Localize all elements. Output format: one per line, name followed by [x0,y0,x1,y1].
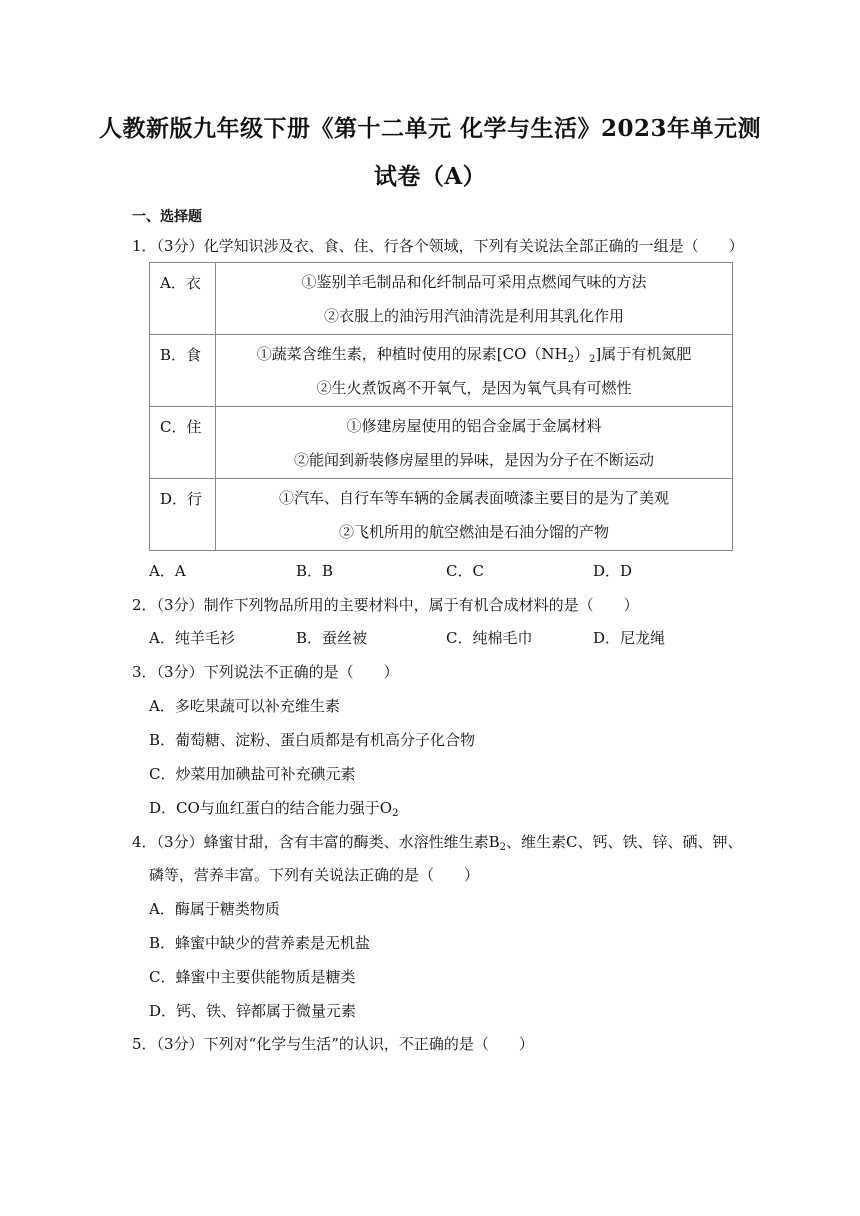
question-4-stem [132,831,742,853]
statement-2: ②能闻到新装修房屋里的异味，是因为分子在不断运动 [293,451,654,469]
q2-option-c[interactable]: C．纯棉毛巾 [446,629,533,647]
table-row [150,479,733,551]
page-title-line2: 试卷（A） [373,163,487,190]
section-heading: 一、选择题 [132,209,202,225]
row-label: A．衣 [150,263,216,335]
statement-2: ②飞机所用的航空燃油是石油分馏的产物 [338,523,609,541]
statement-text: ①蔬菜含维生素，种植时使用的尿素[CO（NH [256,345,568,363]
question-1-stem: 1．（3分）化学知识涉及衣、食、住、行各个领域，下列有关说法全部正确的一组是（ ） [132,237,744,255]
question-4-stem-line2: 磷等，营养丰富。下列有关说法正确的是（ ） [149,866,480,884]
q3-option-d[interactable] [149,797,398,819]
subscript: 2 [589,354,596,365]
statement-text: ） [573,345,589,363]
q3-option-c[interactable]: C．炒菜用加碘盐可补充碘元素 [149,765,356,783]
statement-1: ①汽车、自行车等车辆的金属表面喷漆主要目的是为了美观 [278,489,669,507]
q1-option-a[interactable]: A．A [149,562,186,580]
question-5-stem: 5．（3分）下列对“化学与生活”的认识，不正确的是（ ） [132,1035,534,1053]
q4-option-b[interactable]: B．蜂蜜中缺少的营养素是无机盐 [149,934,371,952]
question-2-stem: 2．（3分）制作下列物品所用的主要材料中，属于有机合成材料的是（ ） [132,596,639,614]
q3-option-b[interactable]: B．葡萄糖、淀粉、蛋白质都是有机高分子化合物 [149,731,476,749]
q1-option-c[interactable]: C．C [446,562,484,580]
subscript: 2 [567,354,574,365]
table-row [150,407,733,479]
q2-option-b[interactable]: B．蚕丝被 [296,629,368,647]
stem-text: 4．（3分）蜂蜜甘甜，含有丰富的酶类、水溶性维生素B [132,833,500,851]
row-statements [216,263,733,335]
q2-option-a[interactable]: A．纯羊毛衫 [149,629,235,647]
q4-option-a[interactable]: A．酶属于糖类物质 [149,900,280,918]
question-3-stem: 3．（3分）下列说法不正确的是（ ） [132,663,399,681]
row-label: B．食 [150,335,216,407]
table-row [150,335,733,407]
subscript: 2 [499,842,506,853]
q1-option-b[interactable]: B．B [296,562,334,580]
row-label: C．住 [150,407,216,479]
row-statements [216,479,733,551]
question-1-table [149,262,733,551]
option-text: D．CO与血红蛋白的结合能力强于O [149,799,393,817]
q4-option-c[interactable]: C．蜂蜜中主要供能物质是糖类 [149,968,356,986]
page-title-line1: 人教新版九年级下册《第十二单元 化学与生活》2023年单元测 [98,115,762,142]
statement-2: ②衣服上的油污用汽油清洗是利用其乳化作用 [323,307,624,325]
q2-option-d[interactable]: D．尼龙绳 [593,629,666,647]
row-statements [216,407,733,479]
row-statements [216,335,733,407]
table-row [150,263,733,335]
statement-1 [216,337,732,371]
statement-2: ②生火煮饭离不开氧气，是因为氧气具有可燃性 [316,379,632,397]
subscript: 2 [392,808,399,819]
statement-1: ①修建房屋使用的铝合金属于金属材料 [346,417,602,435]
statement-text: ]属于有机氮肥 [595,345,692,363]
q3-option-a[interactable]: A．多吃果蔬可以补充维生素 [149,697,340,715]
statement-1: ①鉴别羊毛制品和化纤制品可采用点燃闻气味的方法 [301,273,647,291]
stem-text: 、维生素C、钙、铁、锌、硒、钾、 [506,833,743,851]
q1-option-d[interactable]: D．D [593,562,633,580]
row-label: D．行 [150,479,216,551]
q4-option-d[interactable]: D．钙、铁、锌都属于微量元素 [149,1002,357,1020]
